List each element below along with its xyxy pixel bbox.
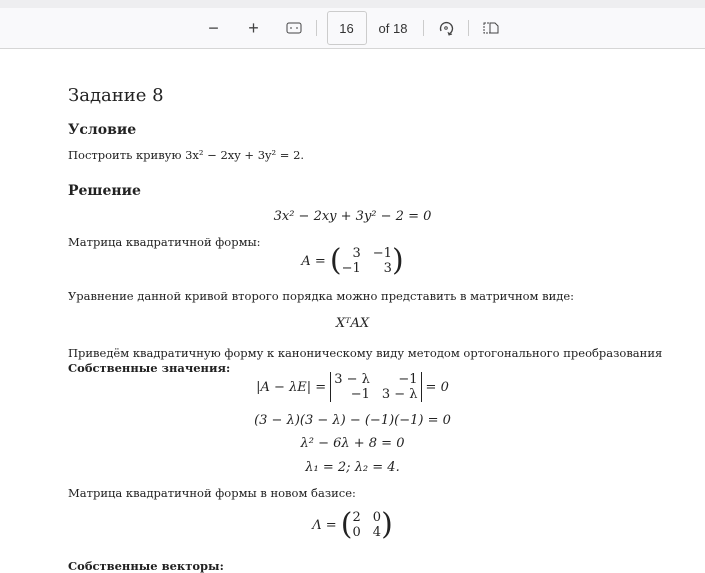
equation-4: λ₁ = 2; λ₂ = 4. [305,460,400,475]
matrix-lhs: Λ = [312,517,337,533]
determinant [0,372,705,402]
new-basis-text: Матрица квадратичной формы в новом базисе: [68,486,356,500]
equation-2: (3 − λ)(3 − λ) − (−1)(−1) = 0 [254,413,451,428]
cell: 3 [352,246,361,261]
cell: 0 [352,525,361,540]
divider [316,20,317,36]
matrix-lambda: Λ = ( 2 0 0 4 ) [312,507,393,542]
eigenvectors-heading: Собственные векторы: [68,559,224,573]
cell: 0 [372,510,382,525]
cell: 3 − λ [381,387,418,402]
cell: −1 [398,372,418,387]
page-number-input[interactable]: 16 [327,11,367,45]
matrix-text: Уравнение данной кривой второго порядка можно представить в матричном виде: [68,289,575,303]
condition-text: Построить кривую 3x² − 2xy + 3y² = 2. [68,148,305,162]
rotate-icon[interactable] [430,13,462,43]
cell: 3 − λ [334,372,370,387]
xtax: XᵀAX [335,316,370,331]
cell: 4 [372,525,382,540]
cell: −1 [350,387,370,402]
divider [423,20,424,36]
top-strip [0,0,705,8]
canonical-text: Приведём квадратичную форму к каноническому виду методом ортогонального преобразования [68,346,663,360]
equation-1: 3x² − 2xy + 3y² − 2 = 0 [273,209,432,224]
equation-3: λ² − 6λ + 8 = 0 [300,436,405,451]
pdf-page [0,49,705,573]
det-rhs: = 0 [425,379,449,395]
two-page-icon[interactable] [475,13,507,43]
matrix-lhs: A = [301,253,326,269]
det-lhs: |A − λE| = [256,379,327,395]
matrix-label: Матрица квадратичной формы: [68,235,261,249]
solution-heading: Решение [68,183,141,199]
zoom-in-button[interactable]: + [248,17,259,38]
divider [468,20,469,36]
cell: −1 [341,261,361,276]
eigenvalues-heading: Собственные значения: [68,361,231,375]
fit-width-icon[interactable] [278,13,310,43]
condition-heading: Условие [68,122,137,138]
cell: −1 [372,246,392,261]
zoom-out-button[interactable]: − [208,17,219,38]
pdf-toolbar [0,8,705,49]
matrix-A: A = ( 3 −1 −1 3 ) [301,243,404,278]
cell: 3 [383,261,392,276]
task-title: Задание 8 [68,85,164,106]
cell: 2 [352,510,361,525]
page-count: of 18 [378,20,408,36]
